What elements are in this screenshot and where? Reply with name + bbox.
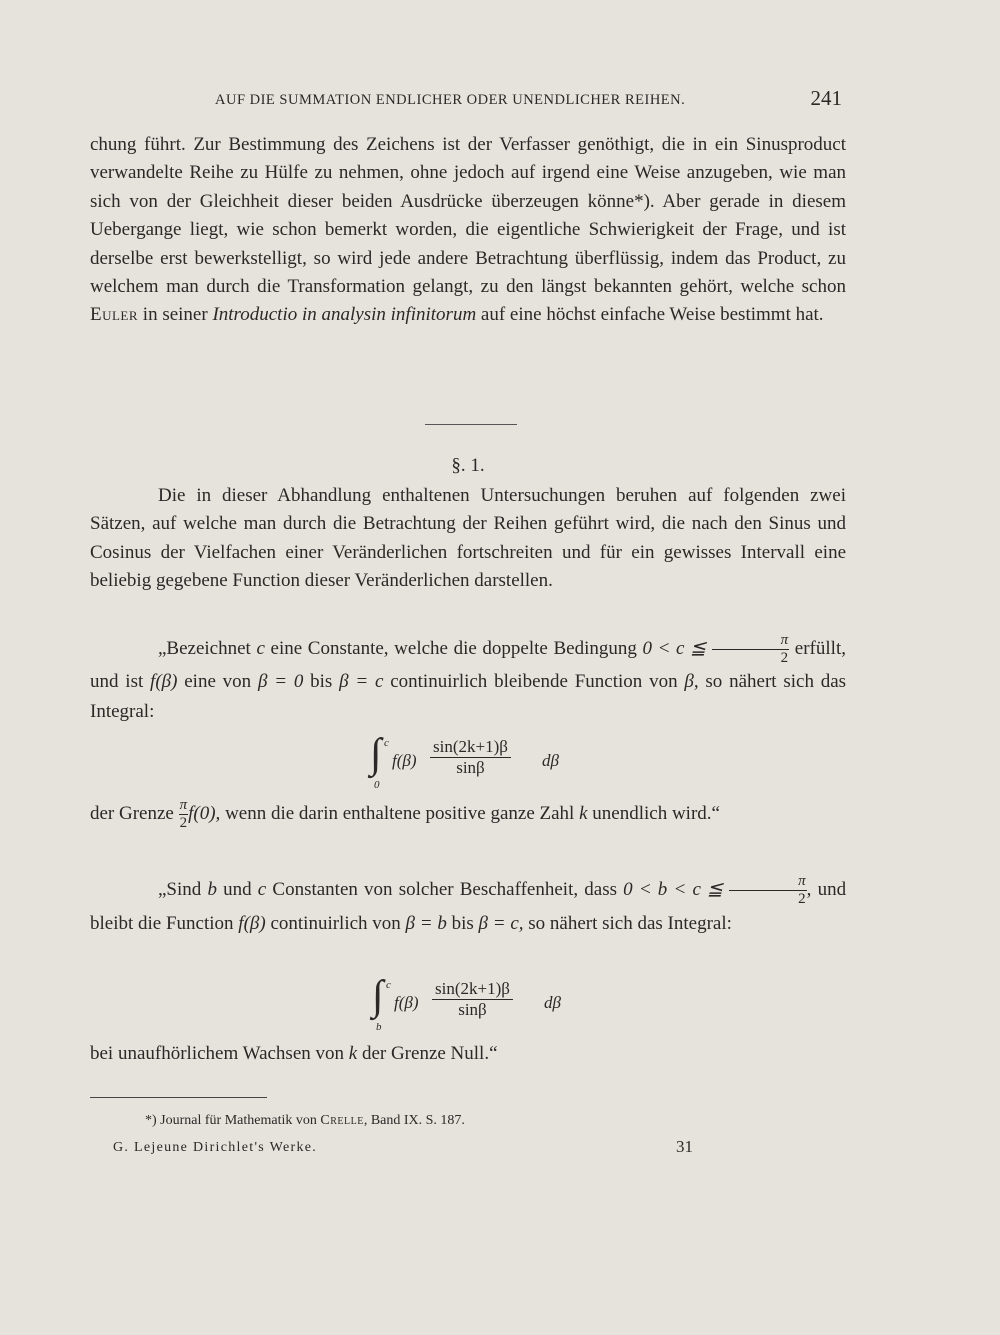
var-b: b [207,878,217,900]
fraction-denominator: sinβ [458,1000,487,1019]
paragraph-1 [90,131,846,330]
footnote-text: *) Journal für Mathematik von [145,1113,317,1128]
theorem-2 [90,873,846,940]
running-title: AUF DIE SUMMATION ENDLICHER ODER UNENDLICHER REIHEN. [215,92,686,108]
pi-half-fraction [179,797,189,832]
f-of-zero: f(0), [188,802,221,824]
page-number: 241 [810,86,842,110]
author-euler: Euler [90,304,139,326]
integral-sign: ∫ [372,973,384,1019]
theorem-1-text-6: continuirlich bleibende Function von [390,671,678,692]
fraction-denominator: sinβ [456,758,485,777]
paragraph-2 [90,482,846,596]
denominator-two: 2 [798,891,806,907]
differential: dβ [542,751,559,770]
comma: , [806,878,812,900]
theorem-2-conclusion [90,1040,846,1068]
var-k: k [348,1043,358,1064]
theorem-2-text-7: so nähert sich das Integral: [528,913,732,934]
lower-limit: 0 [374,779,380,791]
book-title: Introductio in analysin infinitorum [212,304,477,326]
upper-limit: c [384,737,389,749]
condition: 0 < b < c ≦ [623,878,723,900]
page-header [90,86,850,120]
var-k: k [579,802,588,824]
conclusion-text-2: der Grenze Null.“ [361,1043,498,1064]
integral-fraction [432,979,513,1020]
integral-sign: ∫ [370,731,382,777]
theorem-1-text-5: bis [310,671,333,692]
integrand: f(β) [394,993,419,1012]
theorem-2-text-2: und [223,878,252,900]
denominator-two: 2 [179,815,188,831]
differential: dβ [544,993,561,1012]
theorem-1-text-7: so nähert sich das Integral: [90,671,847,722]
journal-editor: Crelle [320,1113,364,1128]
lower-limit: b [376,1021,382,1033]
beta-var: β, [684,671,699,692]
footnote [145,1113,465,1129]
theorem-1-text-2: eine Constante, welche die doppelte Bedingung [270,637,637,659]
theorem-2-text: „Sind [158,878,202,900]
works-title: G. Lejeune Dirichlet's Werke. [113,1140,318,1155]
signature-mark: 31 [676,1137,693,1156]
theorem-1-conclusion [90,797,846,832]
pi-half-fraction [712,632,790,667]
theorem-1-text-4: eine von [184,671,252,692]
conclusion-text-2: wenn die darin enthaltene positive ganze Zahl [225,802,575,824]
theorem-1-text: „Bezeichnet [158,637,251,659]
footnote-text-2: , Band IX. S. 187. [363,1113,465,1128]
section-divider [425,424,517,425]
conclusion-text-3: unendlich wird.“ [592,802,720,824]
pi-symbol: π [729,873,807,891]
var-c: c [256,637,265,659]
theorem-1-text-3: erfüllt, und ist [90,637,846,692]
conclusion-text: der Grenze [90,802,174,824]
beta-zero: β = 0 [257,671,304,692]
paragraph-1-text: chung führt. Zur Bestimmung des Zeichens ist der Verfasser genöthigt, die in ein Sinusproduct verwandelte Reihe zu Hülfe zu nehmen, ohne jedoch auf irgend eine Weise anzugeben, wie man sich von der Gleichheit dieser beiden Ausdrücke überzeugen könne*). Aber gerade in diesem Uebergange liegt, wie schon bemerkt worden, die eigentliche Schwierigkeit der Frage, und ist derselbe erst bewerkstelligt, so wird jede andere Betrachtung überflüssig, indem das Product, zu welchem man durch die Transformation gelangt, zu den längst bekannten gehört, welche schon [90,134,846,298]
function-f-beta: f(β) [150,671,178,692]
beta-b: β = b [405,913,447,934]
pi-symbol: π [712,632,790,650]
function-f-beta: f(β) [238,913,266,934]
pi-symbol: π [179,797,188,813]
theorem-2-text-6: bis [451,913,474,934]
paragraph-1-text-2: in seiner [142,304,208,326]
fraction-numerator: sin(2k+1)β [430,737,511,758]
var-c: c [257,878,267,900]
integral-1 [370,731,580,791]
fraction-numerator: sin(2k+1)β [432,979,513,1000]
conclusion-text: bei unaufhörlichem Wachsen von [90,1043,345,1064]
theorem-1 [90,632,846,727]
integral-fraction [430,737,511,778]
condition: 0 < c ≦ [642,637,707,659]
theorem-2-text-4: und bleibt die Function [90,878,847,934]
upper-limit: c [386,979,391,991]
theorem-2-text-3: Constanten von solcher Beschaffenheit, dass [272,878,617,900]
integrand: f(β) [392,751,417,770]
theorem-2-text-5: continuirlich von [270,913,401,934]
paragraph-2-text: Die in dieser Abhandlung enthaltenen Untersuchungen beruhen auf folgenden zwei Sätzen, auf welche man durch die Betrachtung der Reihen geführt wird, die nach den Sinus und Cosinus der Vielfachen einer Veränderlichen fortschreiten und für ein gewisses Intervall eine beliebig gegebene Function dieser Veränderlichen darstellen. [90,485,846,592]
section-heading: §. 1. [451,455,485,476]
denominator-two: 2 [780,650,789,666]
integral-2 [372,973,582,1033]
pi-half-fraction [729,873,807,908]
paragraph-1-text-3: auf eine höchst einfache Weise bestimmt hat. [480,304,824,326]
beta-c: β = c, [478,913,524,934]
footnote-divider [90,1097,267,1098]
beta-c: β = c [339,671,384,692]
